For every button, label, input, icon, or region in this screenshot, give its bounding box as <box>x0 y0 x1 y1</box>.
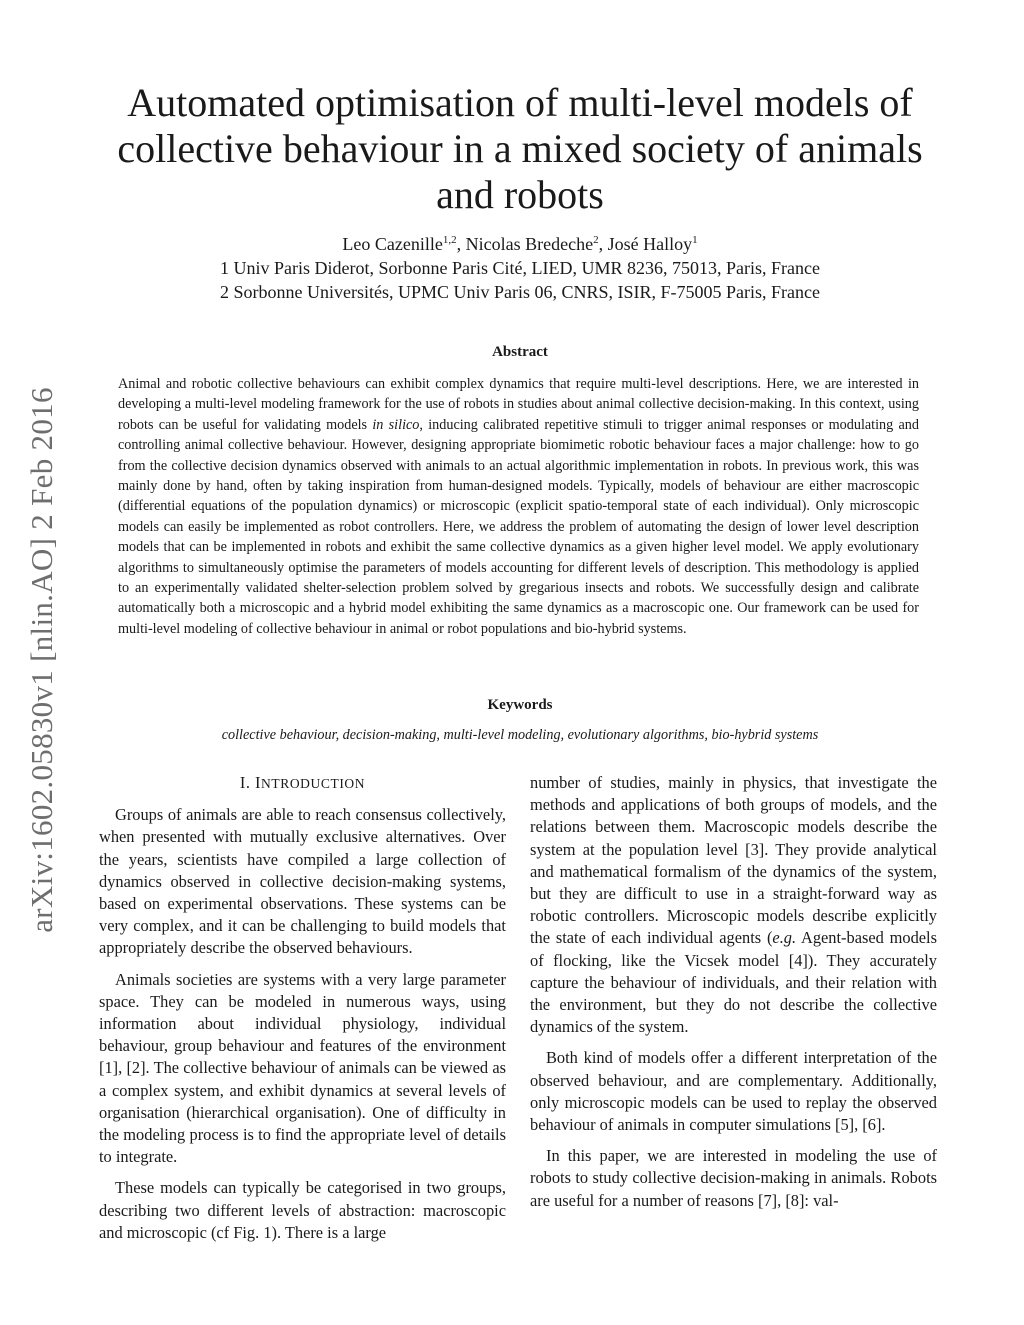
left-column <box>99 772 506 1253</box>
paper-title: Automated optimisation of multi-level models of collective behaviour in a mixed society of animals and robots <box>117 80 923 217</box>
section-initial: I <box>255 773 262 792</box>
author-affiliation-mark: 2 <box>593 234 599 246</box>
section-title-rest: NTRODUCTION <box>261 776 366 791</box>
author-name: , José Halloy <box>598 234 693 254</box>
body-paragraph: Animals societies are systems with a very large parameter space. They can be modeled in numerous ways, using information about individual physiology, individual behaviour, group behaviour and features of the environment [1], [2]. The collective behaviour of animals can be viewed as a complex system, and exhibit dynamics at several levels of organisation (hierarchical organisation). One of difficulty in the modeling process is to find the appropriate level of details to integrate. <box>99 969 506 1167</box>
abstract-italic: in silico <box>372 416 420 433</box>
affiliation-1: 1 Univ Paris Diderot, Sorbonne Paris Cité, LIED, UMR 8236, 75013, Paris, France <box>220 258 820 278</box>
body-paragraph: In this paper, we are interested in modeling the use of robots to study collective decision-making in animals. Robots are useful for a number of reasons [7], [8]: val- <box>530 1146 937 1210</box>
author-name: Leo Cazenille <box>342 234 443 254</box>
body-text: number of studies, mainly in physics, that investigate the methods and applications of both groups of models, and the relations between them. Macroscopic models describe the system at the population level [3]. They provide analytical and mathematical formalism of the dynamics of the system, but they are difficult to use in a straight-forward way as robotic controllers. Microscopic models describe explicitly the state of each individual agents ( <box>530 773 937 948</box>
body-italic: e.g. <box>772 928 797 948</box>
body-paragraph <box>530 772 937 1038</box>
abstract-heading: Abstract <box>492 344 548 360</box>
right-column <box>530 772 937 1221</box>
author-block <box>90 232 950 304</box>
author-affiliation-mark: 1 <box>692 234 698 246</box>
author-name: , Nicolas Bredeche <box>456 234 594 254</box>
section-heading <box>99 772 506 795</box>
affiliation-2: 2 Sorbonne Universités, UPMC Univ Paris 06, CNRS, ISIR, F-75005 Paris, France <box>219 282 820 302</box>
author-line <box>90 232 950 256</box>
body-paragraph: Groups of animals are able to reach consensus collectively, when presented with mutually exclusive alternatives. Over the years, scientists have compiled a large collection of dynamics observed in collective decision-making systems, based on experimental observations. These systems can be very complex, and it can be challenging to build models that appropriately describe the observed behaviours. <box>99 805 506 958</box>
body-paragraph: Both kind of models offer a different interpretation of the observed behaviour, and are complementary. Additionally, only microscopic models can be used to replay the observed behaviour of animals in computer simulations [5], [6]. <box>530 1048 937 1135</box>
body-text: Agent-based models of flocking, like the Vicsek model [4]). They accurately capture the behaviour of individuals, and their relation with the environment, but they do not describe the collective dynamics of the system. <box>530 928 937 1037</box>
arxiv-identifier: arXiv:1602.05830v1 [nlin.AO] 2 Feb 2016 <box>24 387 59 933</box>
abstract-text-part: , inducing calibrated repetitive stimuli to trigger animal responses or modulating and controlling animal collective behaviour. However, designing appropriate biomimetic robotic behaviour faces a major challenge: how to go from the collective decision dynamics observed with animals to an actual algorithmic implementation in robots. In previous work, this was mainly done by hand, often by taking inspiration from human-designed models. Typically, models of behaviour are either macroscopic (differential equations of the population dynamics) or microscopic (explicit spatio-temporal state of each individual). Only microscopic models can easily be implemented as robot controllers. Here, we address the problem of automating the design of lower level description models that can be implemented in robots and exhibit the same collective dynamics as a given higher level model. We apply evolutionary algorithms to simultaneously optimise the parameters of models accounting for different levels of description. This methodology is applied to an experimentally validated shelter-selection problem solved by gregarious insects and robots. We successfully design and calibrate automatically both a microscopic and a hybrid model exhibiting the same dynamics as a macroscopic one. Our framework can be used for multi-level modeling of collective behaviour in animal or robot populations and bio-hybrid systems. <box>118 416 919 637</box>
abstract-text-part: Animal and robotic collective behaviours can exhibit complex dynamics that require multi-level descriptions. Here, we are interested in developing a multi-level modeling framework for the use of robots in studies about animal collective decision-making. In this context, using robots can be useful for validating models <box>118 376 919 433</box>
abstract-text <box>118 374 919 639</box>
keywords-text: collective behaviour, decision-making, multi-level modeling, evolutionary algorithms, bio-hybrid systems <box>221 727 819 743</box>
body-paragraph: These models can typically be categorised in two groups, describing two different levels of abstraction: macroscopic and microscopic (cf Fig. 1). There is a large <box>99 1178 506 1242</box>
keywords-heading: Keywords <box>487 697 553 713</box>
author-affiliation-mark: 1,2 <box>442 234 457 246</box>
section-number: I. <box>239 773 256 792</box>
